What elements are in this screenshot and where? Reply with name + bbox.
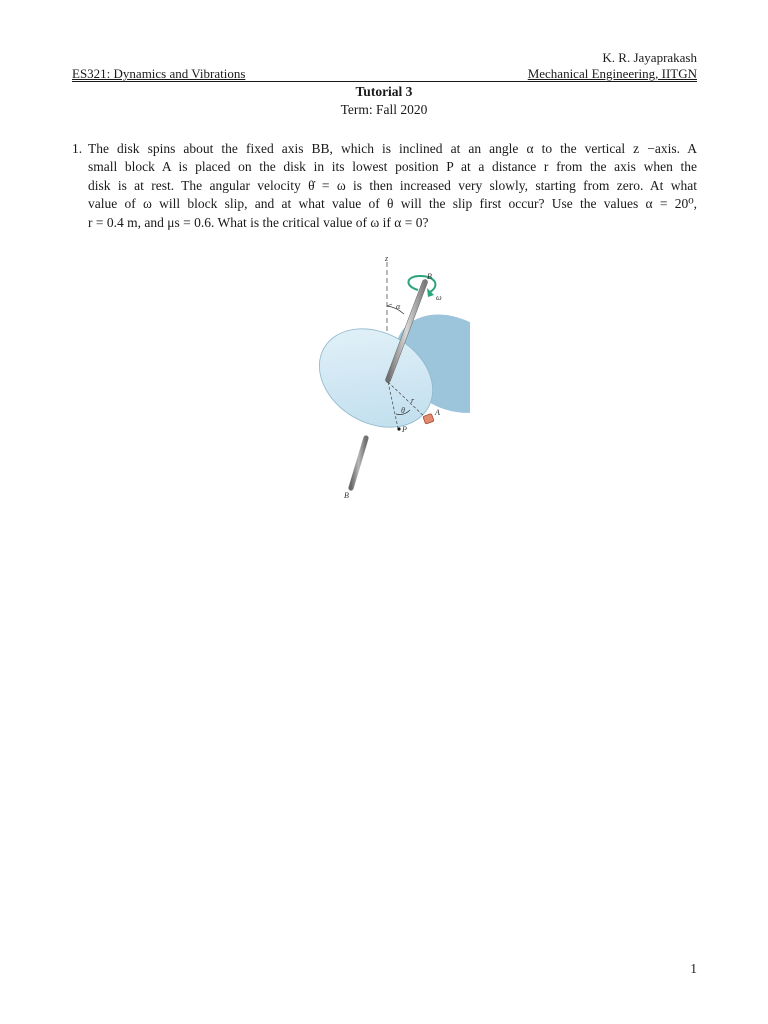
problem-line: The disk spins about the fixed axis BB, which is inclined at an angle α to the vertical z −axis. A [88,141,697,156]
page-title: Tutorial 3 [355,84,413,99]
omega-label: ω [436,293,442,302]
header-department: Mechanical Engineering, IITGN [527,66,697,81]
term-line: Term: Fall 2020 [340,102,428,117]
block-a [423,414,434,425]
problem-line: small block A is placed on the disk in its lowest position P at a distance r from the axis when the [88,159,697,175]
theta-label: θ [401,406,405,415]
problem-1 [72,140,697,232]
problem-line: disk is at rest. The angular velocity θ̇ = ω is then increased very slowly, starting from zero. At what [88,177,697,193]
problem-line: r = 0.4 m, and μs = 0.6. What is the critical value of ω if α = 0? [88,214,429,230]
page-number: 1 [690,961,697,976]
problem-number: 1. [72,141,83,156]
z-axis-label: z [385,254,389,263]
alpha-label: α [396,302,401,311]
header-rule [72,66,697,82]
a-label: A [435,408,440,417]
b-bottom-label: B [344,491,349,500]
disk-figure [300,252,470,504]
point-p [397,427,400,430]
problem-text [88,140,697,232]
header-course: ES321: Dynamics and Vibrations [72,66,246,81]
header-author: K. R. Jayaprakash [602,50,697,65]
problem-line: value of ω will block slip, and at what value of θ will the slip first occur? Use the values α = 20⁰, [88,196,697,212]
b-top-label: B [427,272,432,281]
p-label: P [402,425,407,434]
r-label: r [411,396,415,405]
